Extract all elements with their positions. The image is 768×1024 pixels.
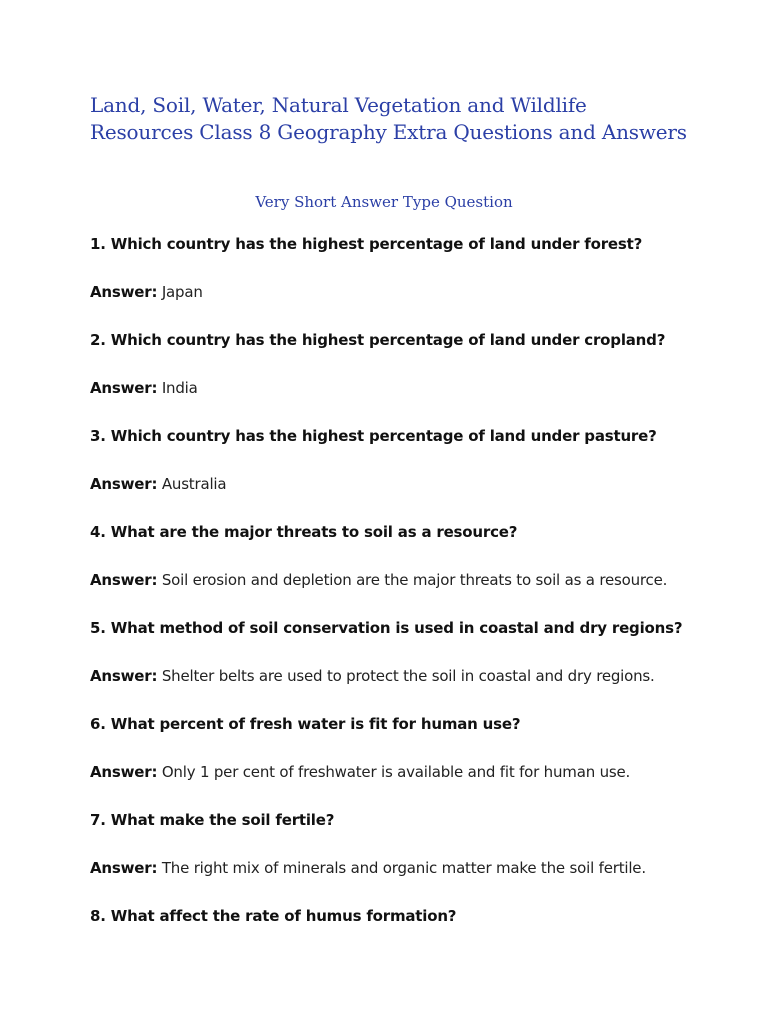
- answer-label: Answer:: [90, 475, 158, 493]
- answer-label: Answer:: [90, 379, 158, 397]
- question-2: 2. Which country has the highest percentage of land under cropland?: [90, 331, 666, 349]
- answer-text: The right mix of minerals and organic matter make the soil fertile.: [161, 859, 646, 877]
- answer-text: Australia: [161, 475, 227, 493]
- answer-4: [90, 570, 730, 590]
- answer-text: Shelter belts are used to protect the soil in coastal and dry regions.: [161, 667, 655, 685]
- question-7: 7. What make the soil fertile?: [90, 811, 335, 829]
- section-heading: Very Short Answer Type Question: [255, 193, 513, 211]
- answer-text: Japan: [161, 283, 203, 301]
- answer-text: India: [161, 379, 198, 397]
- answer-1: [90, 282, 730, 302]
- answer-7: [90, 858, 730, 878]
- question-3: 3. Which country has the highest percentage of land under pasture?: [90, 427, 657, 445]
- answer-text: Soil erosion and depletion are the major threats to soil as a resource.: [161, 571, 668, 589]
- question-6: 6. What percent of fresh water is fit for human use?: [90, 715, 521, 733]
- answer-5: [90, 666, 730, 686]
- document-title: Land, Soil, Water, Natural Vegetation and Wildlife Resources Class 8 Geography Extra Questions and Answers: [90, 93, 687, 144]
- answer-2: [90, 378, 730, 398]
- question-4: 4. What are the major threats to soil as a resource?: [90, 523, 518, 541]
- answer-label: Answer:: [90, 571, 158, 589]
- question-5: 5. What method of soil conservation is used in coastal and dry regions?: [90, 619, 683, 637]
- question-8: 8. What affect the rate of humus formation?: [90, 907, 457, 925]
- answer-label: Answer:: [90, 859, 158, 877]
- answer-label: Answer:: [90, 763, 158, 781]
- question-1: 1. Which country has the highest percentage of land under forest?: [90, 235, 643, 253]
- answer-text: Only 1 per cent of freshwater is available and fit for human use.: [161, 763, 631, 781]
- answer-label: Answer:: [90, 667, 158, 685]
- answer-3: [90, 474, 730, 494]
- answer-6: [90, 762, 730, 782]
- answer-label: Answer:: [90, 283, 158, 301]
